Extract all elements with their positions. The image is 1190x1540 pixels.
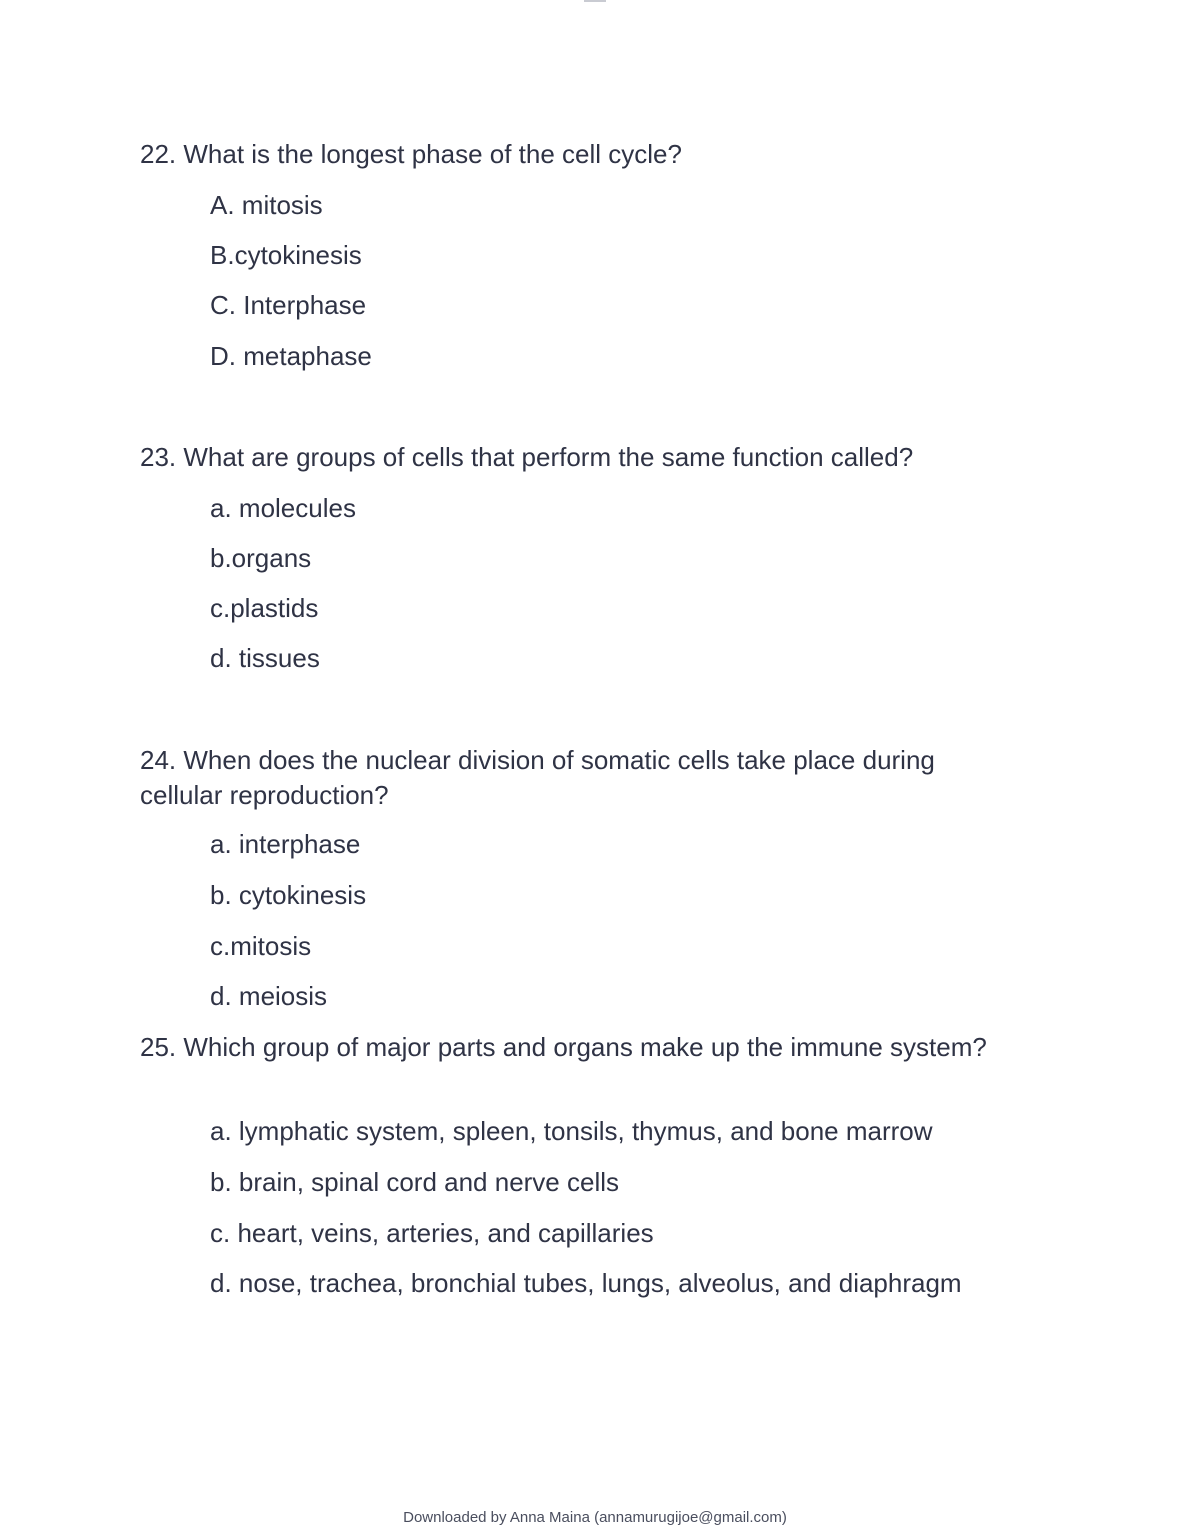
question-text: 24. When does the nuclear division of somatic cells take place during cellular reproduction? <box>140 745 935 810</box>
question-text: 23. What are groups of cells that perform the same function called? <box>140 442 914 472</box>
question-text: 22. What is the longest phase of the cell cycle? <box>140 139 682 169</box>
option-d: D. metaphase <box>210 341 372 371</box>
header-mark <box>584 0 606 2</box>
option-c: c.plastids <box>210 593 319 623</box>
option-b: b.organs <box>210 543 312 573</box>
option-b: b. cytokinesis <box>210 880 367 910</box>
option-b: b. brain, spinal cord and nerve cells <box>210 1167 620 1197</box>
option-b: B.cytokinesis <box>210 240 362 270</box>
option-d: d. meiosis <box>210 981 328 1011</box>
download-footer: Downloaded by Anna Maina (annamurugijoe@gmail.com) <box>403 1509 787 1526</box>
option-a: A. mitosis <box>210 190 323 220</box>
option-a: a. lymphatic system, spleen, tonsils, thymus, and bone marrow <box>210 1116 933 1146</box>
option-a: a. interphase <box>210 829 361 859</box>
option-c: c.mitosis <box>210 931 312 961</box>
option-c: c. heart, veins, arteries, and capillaries <box>210 1218 654 1248</box>
option-d: d. nose, trachea, bronchial tubes, lungs, alveolus, and diaphragm <box>210 1268 962 1298</box>
option-d: d. tissues <box>210 643 320 673</box>
option-c: C. Interphase <box>210 290 367 320</box>
option-a: a. molecules <box>210 493 356 523</box>
question-text: 25. Which group of major parts and organs make up the immune system? <box>140 1032 987 1062</box>
